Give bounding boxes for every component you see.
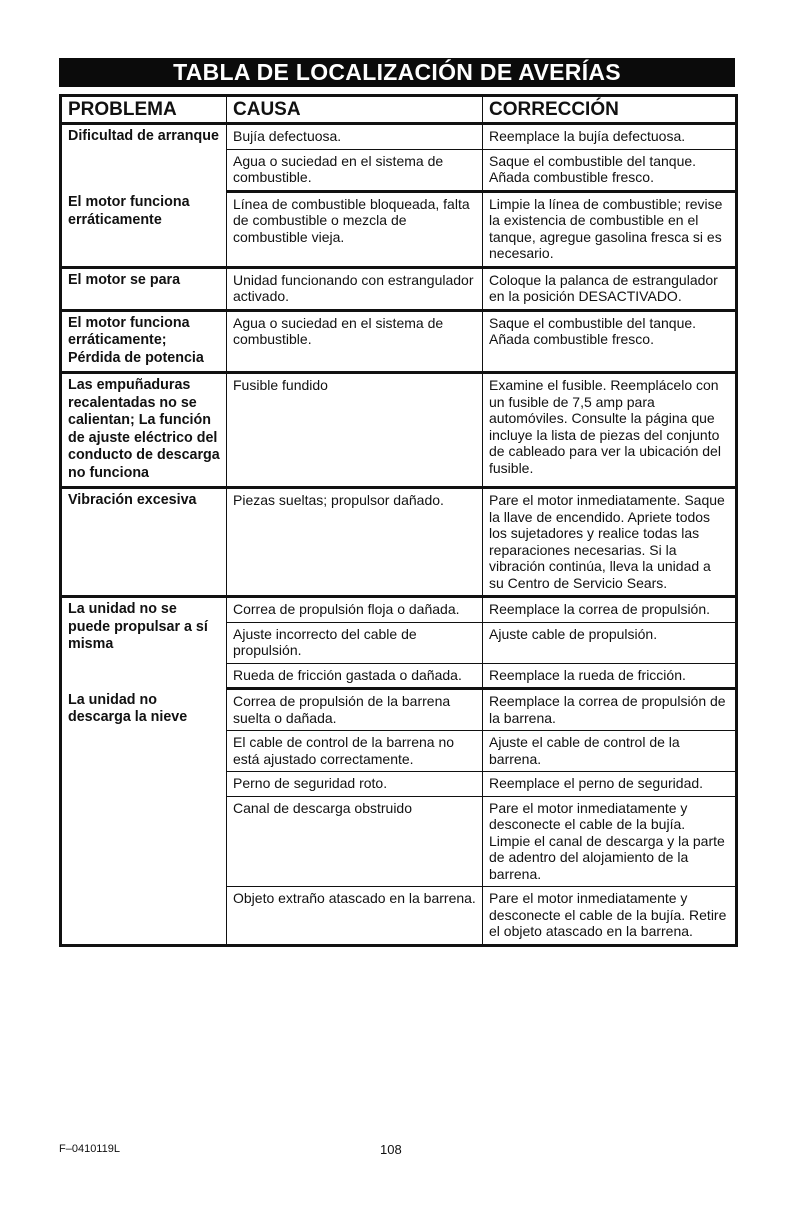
table-row (61, 310, 737, 373)
problem-cell: El motor se para (61, 267, 227, 310)
correction-cell: Saque el combustible del tanque. Añada combustible fresco. (483, 149, 737, 191)
header-correction: CORRECCIÓN (483, 96, 737, 124)
problem-cell: El motor funciona erráticamente (61, 191, 227, 267)
cause-cell: Canal de descarga obstruido (227, 796, 483, 887)
problem-cell: El motor funciona erráticamente; Pérdida de potencia (61, 310, 227, 373)
problem-cell: La unidad no descarga la nieve (61, 689, 227, 946)
cause-cell: Agua o suciedad en el sistema de combustible. (227, 310, 483, 373)
table-row (61, 124, 737, 150)
cause-cell: Piezas sueltas; propulsor dañado. (227, 488, 483, 597)
correction-cell: Reemplace la correa de propulsión de la barrena. (483, 689, 737, 731)
header-cause: CAUSA (227, 96, 483, 124)
cause-cell: Línea de combustible bloqueada, falta de combustible o mezcla de combustible vieja. (227, 191, 483, 267)
cause-cell: Fusible fundido (227, 373, 483, 488)
page-title: TABLA DE LOCALIZACIÓN DE AVERÍAS (59, 58, 735, 87)
correction-cell: Pare el motor inmediatamente y desconecte el cable de la bujía. Retire el objeto atascado en la barrena. (483, 887, 737, 946)
correction-cell: Reemplace el perno de seguridad. (483, 772, 737, 797)
table-row (61, 191, 737, 267)
troubleshooting-table (59, 94, 738, 947)
problem-cell: Dificultad de arranque (61, 124, 227, 192)
correction-cell: Pare el motor inmediatamente y desconecte el cable de la bujía. Limpie el canal de descarga y la parte de adentro del alojamiento de la barrena. (483, 796, 737, 887)
correction-cell: Ajuste el cable de control de la barrena. (483, 731, 737, 772)
cause-cell: Correa de propulsión floja o dañada. (227, 597, 483, 623)
correction-cell: Reemplace la correa de propulsión. (483, 597, 737, 623)
problem-cell: La unidad no se puede propulsar a sí misma (61, 597, 227, 689)
table-row (61, 597, 737, 623)
correction-cell: Saque el combustible del tanque. Añada combustible fresco. (483, 310, 737, 373)
cause-cell: Rueda de fricción gastada o dañada. (227, 663, 483, 689)
table-row (61, 267, 737, 310)
cause-cell: Objeto extraño atascado en la barrena. (227, 887, 483, 946)
table-row (61, 373, 737, 488)
correction-cell: Coloque la palanca de estrangulador en la posición DESACTIVADO. (483, 267, 737, 310)
cause-cell: Unidad funcionando con estrangulador activado. (227, 267, 483, 310)
cause-cell: Bujía defectuosa. (227, 124, 483, 150)
cause-cell: Perno de seguridad roto. (227, 772, 483, 797)
table-body (61, 124, 737, 946)
problem-cell: Las empuñaduras recalentadas no se calientan; La función de ajuste eléctrico del conducto de descarga no funciona (61, 373, 227, 488)
document-code: F–0410119L (59, 1143, 120, 1155)
table-row (61, 689, 737, 731)
cause-cell: El cable de control de la barrena no está ajustado correctamente. (227, 731, 483, 772)
cause-cell: Correa de propulsión de la barrena suelta o dañada. (227, 689, 483, 731)
correction-cell: Reemplace la rueda de fricción. (483, 663, 737, 689)
header-problem: PROBLEMA (61, 96, 227, 124)
page-number: 108 (380, 1142, 402, 1157)
correction-cell: Reemplace la bujía defectuosa. (483, 124, 737, 150)
correction-cell: Limpie la línea de combustible; revise la existencia de combustible en el tanque, agregue gasolina fresca si es necesario. (483, 191, 737, 267)
problem-cell: Vibración excesiva (61, 488, 227, 597)
table-header-row (61, 96, 737, 124)
correction-cell: Pare el motor inmediatamente. Saque la llave de encendido. Apriete todos los sujetadores y realice todas las reparaciones necesarias. Si la vibración continúa, lleva la unidad a su Centro de Servicio Sears. (483, 488, 737, 597)
table-row (61, 488, 737, 597)
cause-cell: Ajuste incorrecto del cable de propulsión. (227, 622, 483, 663)
correction-cell: Ajuste cable de propulsión. (483, 622, 737, 663)
cause-cell: Agua o suciedad en el sistema de combustible. (227, 149, 483, 191)
correction-cell: Examine el fusible. Reemplácelo con un fusible de 7,5 amp para automóviles. Consulte la página que incluye la lista de piezas del conjunto de cableado para ver la ubicación del fusible. (483, 373, 737, 488)
